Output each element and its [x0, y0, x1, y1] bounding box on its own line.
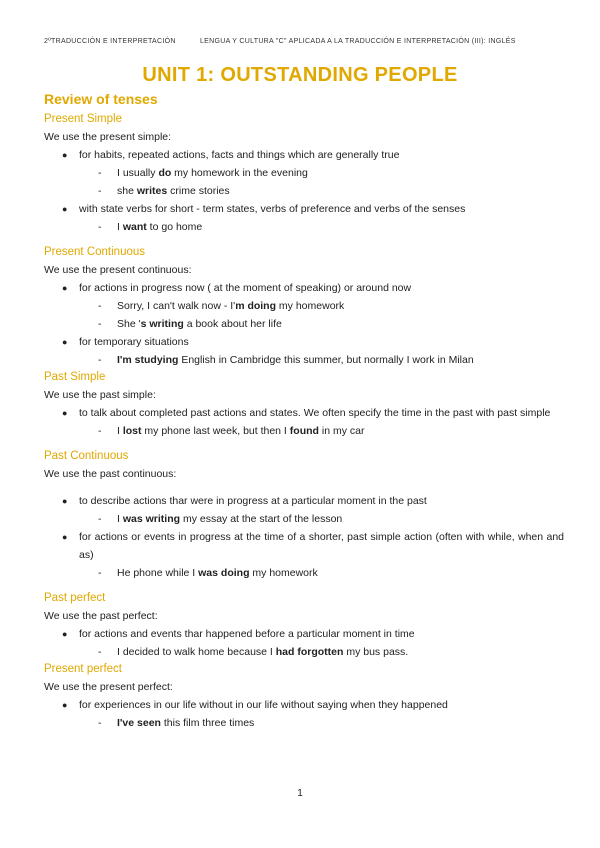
- bullet-item: ● for habits, repeated actions, facts and things which are generally true: [44, 146, 564, 164]
- example-item: - He phone while I was doing my homework: [44, 564, 564, 582]
- intro-past-simple: We use the past simple:: [44, 389, 156, 401]
- bullet-item: ● for actions or events in progress at the time of a shorter, past simple action (often with while, when and as): [44, 528, 564, 564]
- heading-past-perfect: Past perfect: [44, 592, 106, 604]
- bullet-dot-icon: ●: [62, 408, 68, 418]
- bullet-dot-icon: ●: [62, 204, 68, 214]
- intro-present-continuous: We use the present continuous:: [44, 264, 192, 276]
- bullet-item: ● for experiences in our life without in our life without saying when they happened: [44, 696, 564, 714]
- bullet-item: ● to describe actions thar were in progress at a particular moment in the past: [44, 492, 564, 510]
- example-item: - I want to go home: [44, 218, 564, 236]
- bullet-item: ● to talk about completed past actions and states. We often specify the time in the past with past simple: [44, 404, 564, 422]
- heading-past-simple: Past Simple: [44, 371, 106, 383]
- bullet-item: ● with state verbs for short - term states, verbs of preference and verbs of the senses: [44, 200, 564, 218]
- intro-present-perfect: We use the present perfect:: [44, 681, 173, 693]
- bullet-dot-icon: ●: [62, 283, 68, 293]
- dash-icon: -: [98, 318, 102, 330]
- heading-present-simple: Present Simple: [44, 113, 122, 125]
- document-body: [44, 90, 564, 732]
- page-header: [44, 38, 570, 45]
- example-item: - I was writing my essay at the start of the lesson: [44, 510, 564, 528]
- bullet-dot-icon: ●: [62, 532, 68, 542]
- bullet-item: ● for actions in progress now ( at the moment of speaking) or around now: [44, 279, 564, 297]
- example-item: - I'm studying English in Cambridge this summer, but normally I work in Milan: [44, 351, 564, 369]
- dash-icon: -: [98, 354, 102, 366]
- heading-present-perfect: Present perfect: [44, 663, 122, 675]
- header-left: 2ºTRADUCCIÓN E INTERPRETACIÓN: [44, 38, 176, 45]
- dash-icon: -: [98, 646, 102, 658]
- bullet-item: ● for actions and events thar happened before a particular moment in time: [44, 625, 564, 643]
- dash-icon: -: [98, 185, 102, 197]
- bullet-dot-icon: ●: [62, 629, 68, 639]
- intro-past-perfect: We use the past perfect:: [44, 610, 158, 622]
- bullet-dot-icon: ●: [62, 700, 68, 710]
- heading-present-continuous: Present Continuous: [44, 246, 146, 258]
- dash-icon: -: [98, 567, 102, 579]
- example-item: - I've seen this film three times: [44, 714, 564, 732]
- bullet-dot-icon: ●: [62, 150, 68, 160]
- heading-past-continuous: Past Continuous: [44, 450, 129, 462]
- bullet-item: ● for temporary situations: [44, 333, 564, 351]
- example-item: - I decided to walk home because I had forgotten my bus pass.: [44, 643, 564, 661]
- header-right: LENGUA Y CULTURA "C" APLICADA A LA TRADUCCIÓN E INTERPRETACIÓN (III): INGLÉS: [199, 38, 516, 45]
- dash-icon: -: [98, 300, 102, 312]
- section-heading-review: Review of tenses: [44, 91, 158, 107]
- example-item: - she writes crime stories: [44, 182, 564, 200]
- dash-icon: -: [98, 717, 102, 729]
- example-item: - Sorry, I can't walk now - I'm doing my homework: [44, 297, 564, 315]
- dash-icon: -: [98, 167, 102, 179]
- intro-present-simple: We use the present simple:: [44, 131, 172, 143]
- bullet-dot-icon: ●: [62, 337, 68, 347]
- dash-icon: -: [98, 513, 102, 525]
- intro-past-continuous: We use the past continuous:: [44, 468, 177, 480]
- dash-icon: -: [98, 425, 102, 437]
- example-item: - I lost my phone last week, but then I found in my car: [44, 422, 564, 440]
- bullet-dot-icon: ●: [62, 496, 68, 506]
- example-item: - She 's writing a book about her life: [44, 315, 564, 333]
- page-title: UNIT 1: OUTSTANDING PEOPLE: [142, 64, 458, 86]
- dash-icon: -: [98, 221, 102, 233]
- example-item: - I usually do my homework in the evening: [44, 164, 564, 182]
- page-number: 1: [297, 788, 303, 799]
